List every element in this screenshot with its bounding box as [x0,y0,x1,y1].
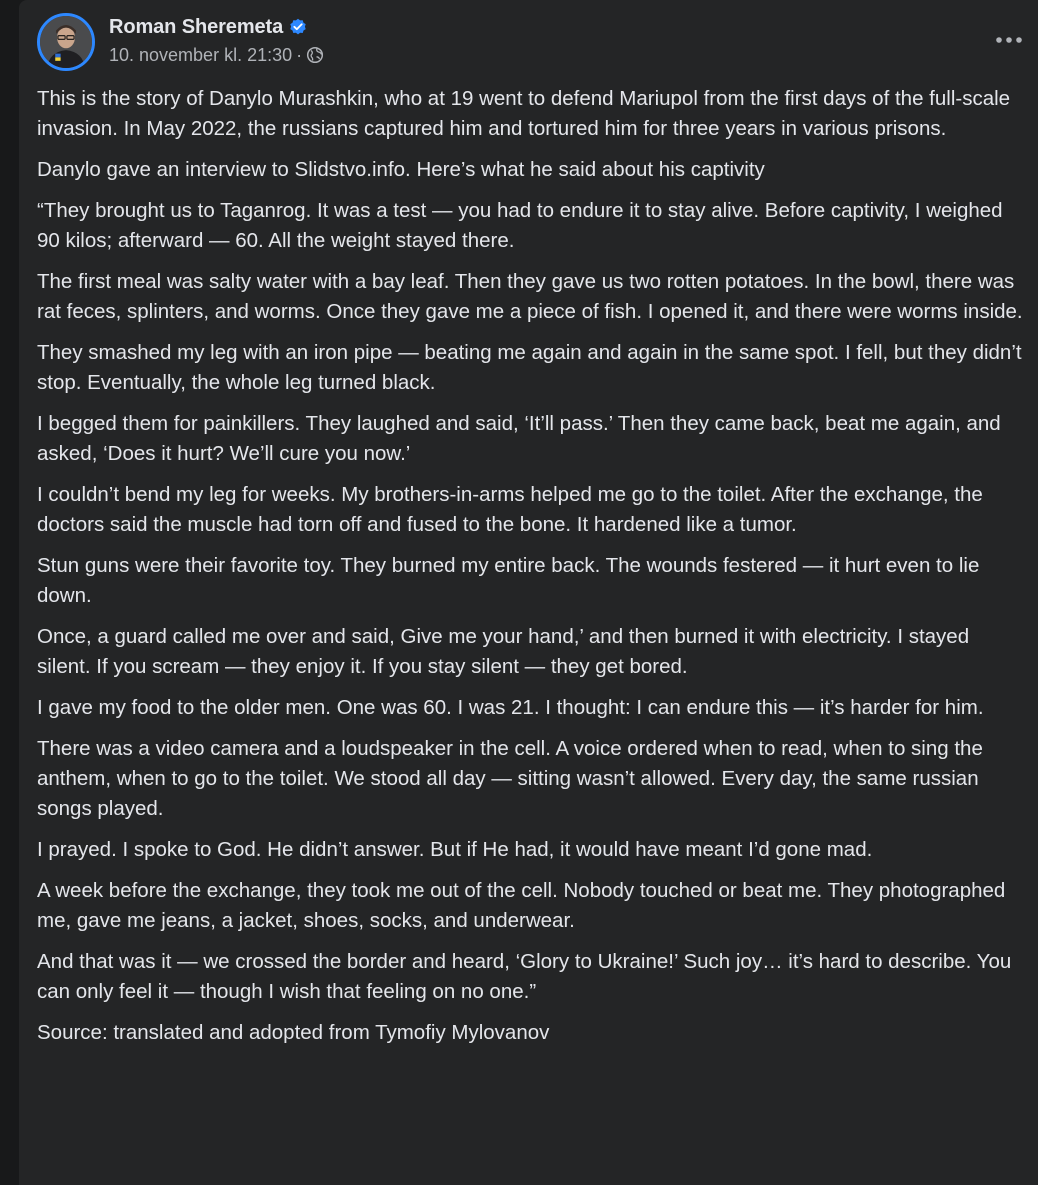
post-paragraph: They smashed my leg with an iron pipe — beating me again and again in the same spot. I fell, but they didn’t stop. Eventually, the whole leg turned black. [37,341,1022,394]
post-paragraph: I prayed. I spoke to God. He didn’t answer. But if He had, it would have meant I’d gone mad. [37,838,873,861]
post-meta [109,44,324,66]
author-name[interactable]: Roman Sheremeta [109,15,284,38]
post-paragraph: A week before the exchange, they took me out of the cell. Nobody touched or beat me. They photographed me, gave me jeans, a jacket, shoes, socks, and underwear. [37,879,1006,932]
avatar[interactable] [37,13,95,71]
post-paragraph: I gave my food to the older men. One was 60. I was 21. I thought: I can endure this — it’s harder for him. [37,696,984,719]
post-body [37,84,1023,1059]
post-header [37,12,1027,72]
more-options-icon [995,36,1023,44]
meta-separator: · [296,44,303,65]
post-paragraph: There was a video camera and a loudspeaker in the cell. A voice ordered when to read, when to sing the anthem, when to go to the toilet. We stood all day — sitting wasn’t allowed. Every day, the same russian songs played. [37,737,983,820]
globe-icon[interactable] [306,46,324,64]
author-block [109,14,324,66]
post-timestamp[interactable]: 10. november kl. 21:30 [109,44,293,65]
post-paragraph: I couldn’t bend my leg for weeks. My brothers-in-arms helped me go to the toilet. After the exchange, the doctors said the muscle had torn off and fused to the bone. It hardened like a tumor. [37,483,983,536]
post-source: Source: translated and adopted from Tymofiy Mylovanov [37,1021,550,1044]
post-card [19,0,1038,1185]
verified-badge-icon [289,18,307,36]
post-paragraph: The first meal was salty water with a bay leaf. Then they gave us two rotten potatoes. In the bowl, there was rat feces, splinters, and worms. Once they gave me a piece of fish. I opened it, and there were worms inside. [37,270,1023,323]
post-paragraph: Stun guns were their favorite toy. They burned my entire back. The wounds festered — it hurt even to lie down. [37,554,980,607]
more-options-button[interactable] [991,22,1027,58]
avatar-image [40,16,92,68]
post-paragraph: Once, a guard called me over and said, Give me your hand,’ and then burned it with electricity. I stayed silent. If you scream — they enjoy it. If you stay silent — they get bored. [37,625,970,678]
post-paragraph: And that was it — we crossed the border and heard, ‘Glory to Ukraine!’ Such joy… it’s hard to describe. You can only feel it — though I wish that feeling on no one.” [37,950,1012,1003]
post-paragraph: Danylo gave an interview to Slidstvo.info. Here’s what he said about his captivity [37,158,765,181]
post-paragraph: “They brought us to Taganrog. It was a test — you had to endure it to stay alive. Before captivity, I weighed 90 kilos; afterward — 60. All the weight stayed there. [37,199,1003,252]
post-paragraph: This is the story of Danylo Murashkin, who at 19 went to defend Mariupol from the first days of the full-scale invasion. In May 2022, the russians captured him and tortured him for three years in various prisons. [37,87,1011,140]
author-row [109,14,324,40]
post-paragraph: I begged them for painkillers. They laughed and said, ‘It’ll pass.’ Then they came back, beat me again, and asked, ‘Does it hurt? We’ll cure you now.’ [37,412,1001,465]
